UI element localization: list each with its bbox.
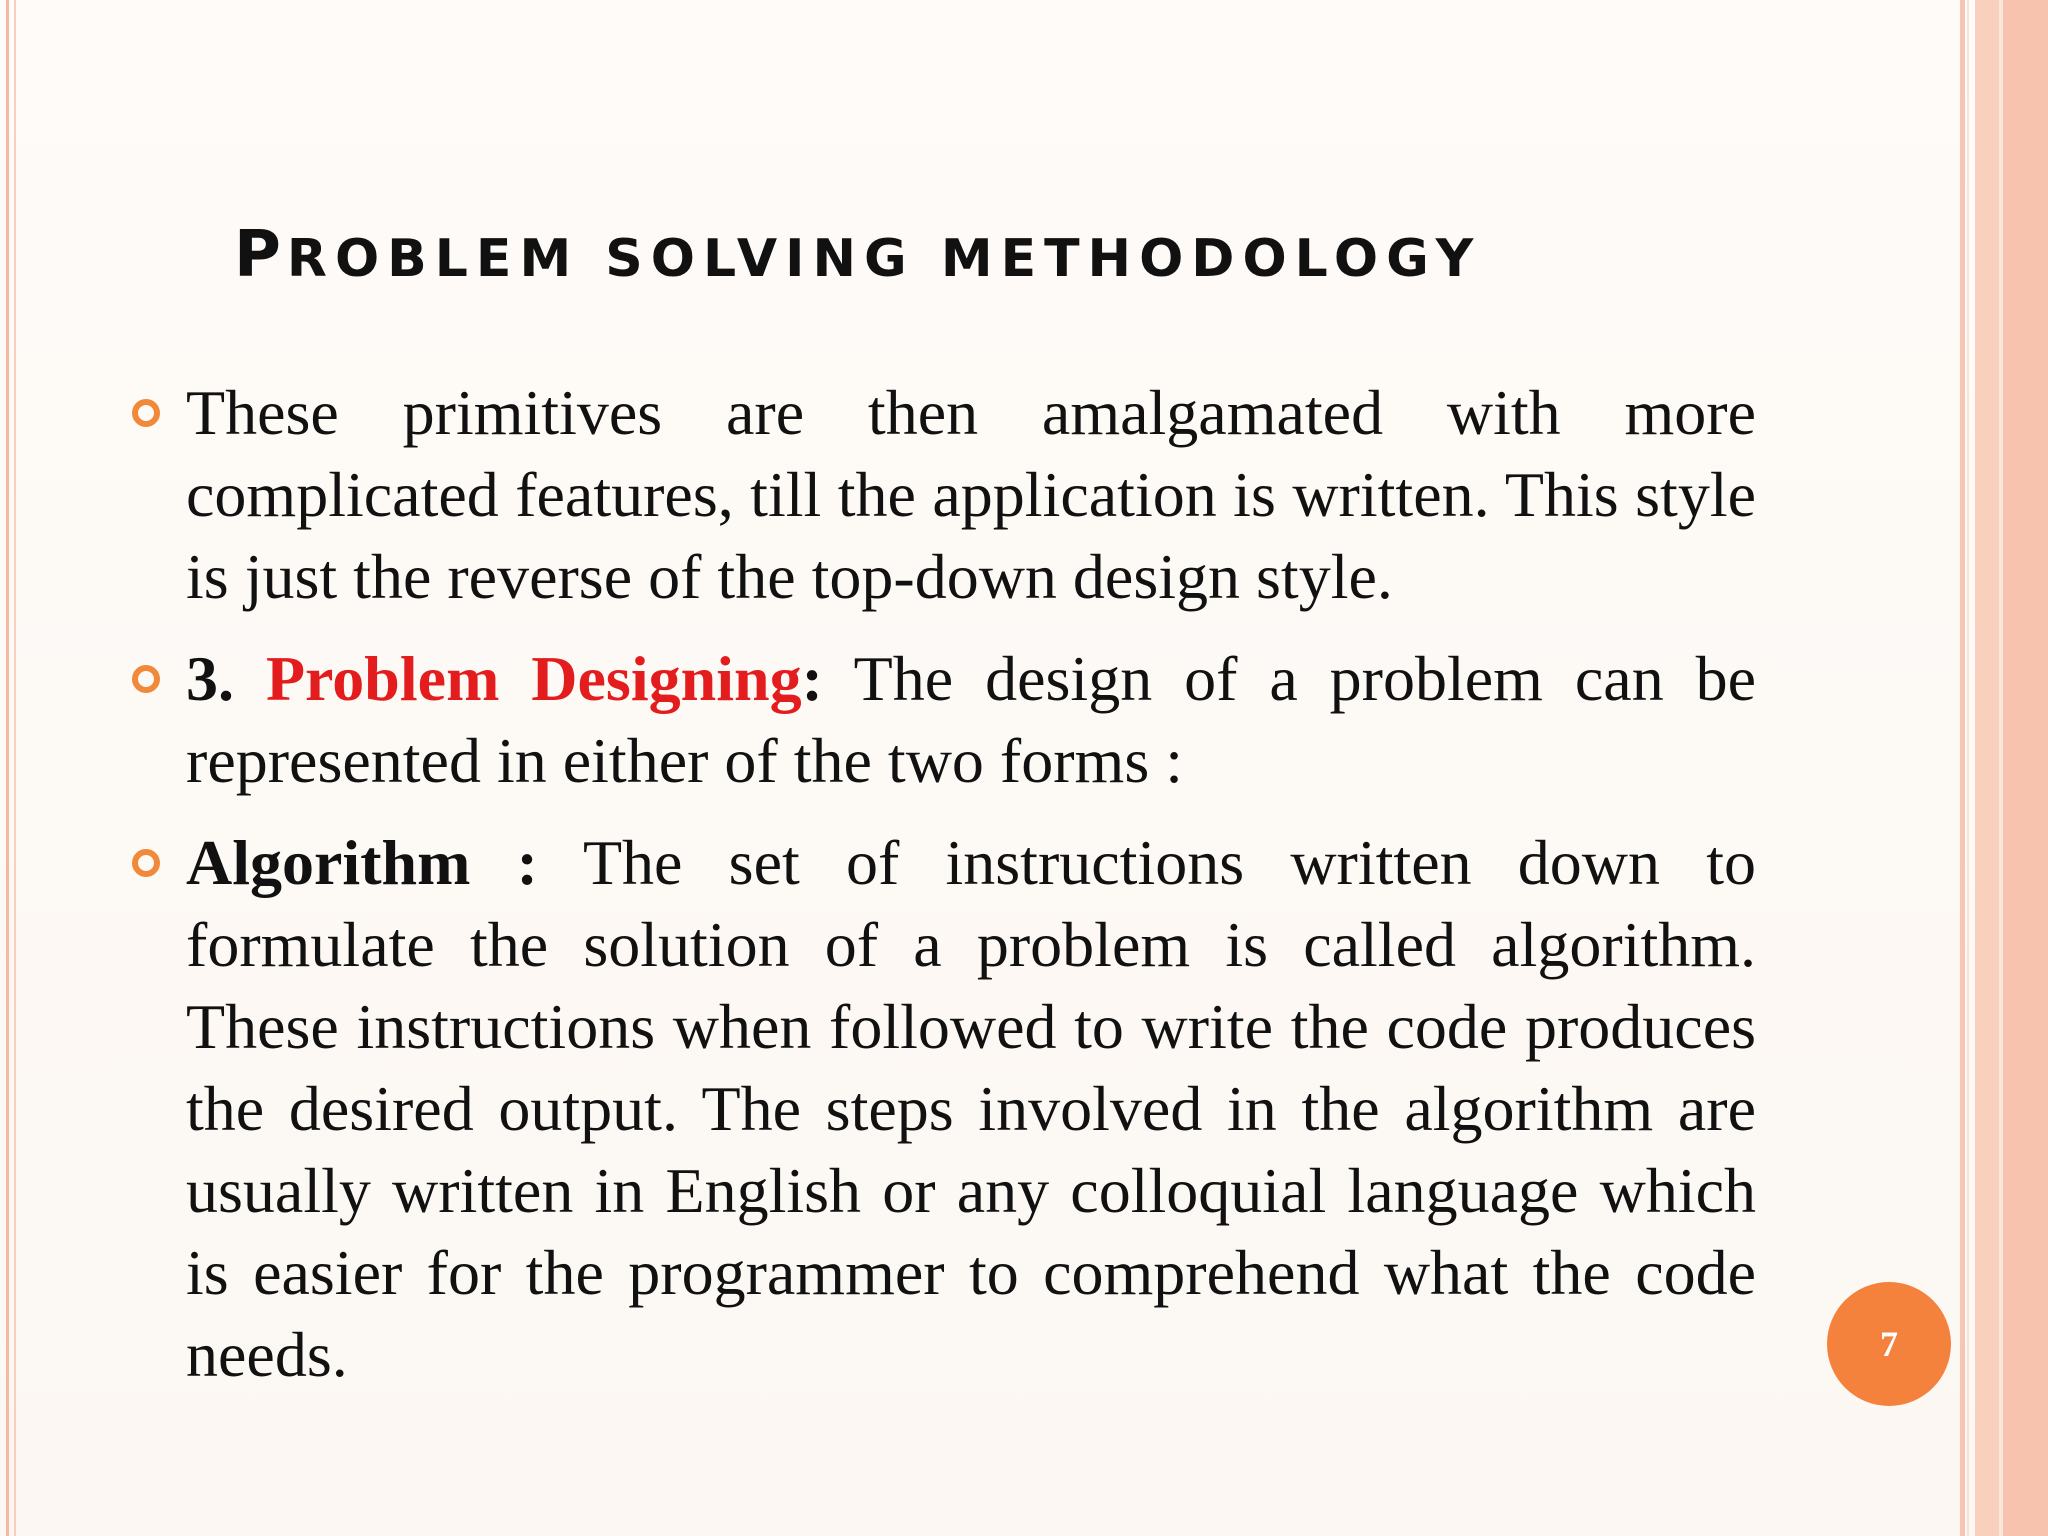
slide-content [186, 372, 1756, 1416]
hollow-circle-icon [132, 849, 160, 877]
page-number: 7 [1880, 1324, 1898, 1364]
right-stripe [1975, 0, 1999, 1536]
bullet-item [186, 638, 1756, 802]
title-rest: ROBLEM SOLVING METHODOLOGY [286, 229, 1482, 289]
bullet-text: These primitives are then amalgamated with more complicated features, till the application is written. This style is just the reverse of the top-down design style. [186, 377, 1756, 612]
bullet-highlight: Problem Designing [265, 643, 802, 714]
hollow-circle-icon [132, 399, 160, 427]
left-border-line [6, 0, 9, 1536]
right-stripe [2003, 0, 2048, 1536]
bullet-label: Algorithm : [186, 827, 538, 898]
bullet-item [186, 372, 1756, 618]
hollow-circle-icon [132, 665, 160, 693]
page-number-badge [1827, 1282, 1951, 1406]
bullet-number: 3. [186, 643, 266, 714]
bullet-text: The set of instructions written down to formulate the solution of a problem is called algorithm. These instructions when followed to write the code produces the desired output. The steps involved in the algorithm are usually written in English or any colloquial language which is easier for the programmer to comprehend what the code needs. [186, 827, 1757, 1390]
right-stripe [1960, 0, 1965, 1536]
bullet-colon: : [801, 643, 823, 714]
title-initial: P [234, 218, 287, 292]
bullet-item [186, 822, 1756, 1396]
left-border-line-inner [14, 0, 16, 1536]
bullet-text: The design of a problem can be represented in either of the two forms : [186, 643, 1757, 796]
right-stripe [1967, 0, 1969, 1536]
slide-title [234, 218, 1481, 292]
